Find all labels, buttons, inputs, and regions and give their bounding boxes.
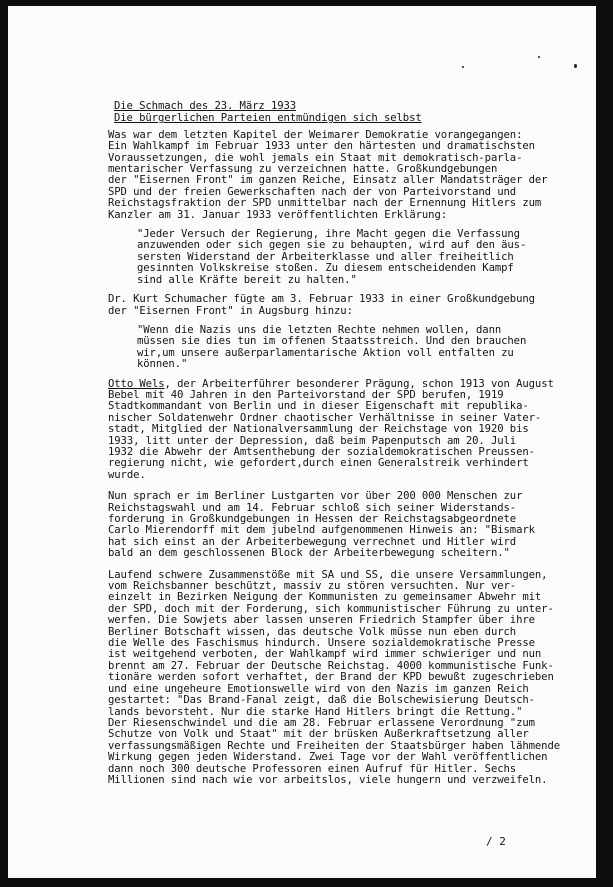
text-line: verfassungsmäßigen Rechte und Freiheiten der Staatsbürger haben lähmende bbox=[108, 739, 561, 752]
text-line: ist weitgehend verboten, der Wahlkampf wird immer schwieriger und nun bbox=[108, 648, 542, 661]
quote-schumacher bbox=[137, 325, 596, 371]
page-number: / 2 bbox=[486, 835, 506, 848]
quote-declaration bbox=[137, 229, 596, 286]
text-line: mentarischer Verfassung zu verzeichnen hatte. Großkundgebungen bbox=[108, 163, 498, 176]
text-line: anzuwenden oder sich gegen sie zu behaupten, wird auf den äus- bbox=[137, 239, 527, 252]
text-line: werfen. Die Sowjets aber lassen unseren Friedrich Stampfer über ihre bbox=[108, 614, 535, 627]
text-line: wurde. bbox=[108, 468, 146, 481]
lustgarten-paragraph bbox=[108, 491, 596, 559]
text-line: hat sich einst an der Arbeiterbewegung verrechnet und Hitler wird bbox=[108, 535, 517, 548]
text-line: Kanzler am 31. Januar 1933 veröffentlichten Erklärung: bbox=[108, 208, 448, 221]
text-line: Reichstagswahl und am 14. Februar schloß sich seiner Widerstands- bbox=[108, 501, 517, 514]
text-line: der "Eisernen Front" im ganzen Reiche, Einsatz aller Mandatsträger der bbox=[108, 174, 548, 187]
text-line: Bebel mit 40 Jahren in den Parteivorstand der SPD berufen, 1919 bbox=[108, 388, 504, 401]
document-title: Die Schmach des 23. März 1933 bbox=[114, 100, 297, 112]
text-line: der "Eisernen Front" in Augsburg hinzu: bbox=[108, 304, 353, 317]
text-line: dann noch 300 deutsche Professoren einen Aufruf für Hitler. Sechs bbox=[108, 762, 517, 775]
text-line: "Wenn die Nazis uns die letzten Rechte nehmen wollen, dann bbox=[137, 323, 502, 336]
text-line: vom Reichsbanner beschützt, massiv zu stören versuchten. Nur ver- bbox=[108, 580, 517, 593]
text-line: lands bevorsteht. Nur die starke Hand Hitlers bringt die Rettung." bbox=[108, 705, 523, 718]
text-line: Ein Wahlkampf im Februar 1933 unter den härtesten und dramatischsten bbox=[108, 140, 535, 153]
text-line: gesinnten Volkskreise stoßen. Zu diesem entscheidenden Kampf bbox=[137, 262, 514, 275]
text-line: wir,um unsere außerparlamentarische Aktion voll entfalten zu bbox=[137, 346, 514, 359]
text-line: 1933, litt unter der Depression, daß beim Papenputsch am 20. Juli bbox=[108, 434, 517, 447]
text-line: Carlo Mierendorff mit dem jubelnd aufgenommenen Hinweis an: "Bismark bbox=[108, 524, 535, 537]
text-line: und eine ungeheure Emotionswelle wird von den Nazis im ganzen Reich bbox=[108, 682, 529, 695]
schumacher-paragraph bbox=[108, 294, 596, 317]
text-line: nischer Soldatenwehr Ordner chaotischer Verhältnisse in seiner Vater- bbox=[108, 411, 542, 424]
wels-name: Otto Wels bbox=[108, 377, 165, 390]
text-line: gestartet: "Das Brand-Fanal zeigt, daß die Bolschewisierung Deutsch- bbox=[108, 694, 535, 707]
text-line: Voraussetzungen, die wohl jemals ein Staat mit demokratisch-parla- bbox=[108, 151, 523, 164]
scan-speck bbox=[462, 66, 464, 68]
document-subtitle: Die bürgerlichen Parteien entmündigen sich selbst bbox=[114, 112, 422, 125]
text-line: Was war dem letzten Kapitel der Weimarer Demokratie vorangegangen: bbox=[108, 128, 523, 141]
text-line: Berliner Botschaft wissen, das deutsche Volk müsse nun eben durch bbox=[108, 625, 517, 638]
text-line: Schutze von Volk und Staat" mit der brüsken Außerkraftsetzung aller bbox=[108, 728, 529, 741]
text-line: der SPD, doch mit der Forderung, sich kommunistischer Führung zu unter- bbox=[108, 602, 554, 615]
final-paragraph bbox=[108, 570, 596, 787]
text-line: Laufend schwere Zusammenstöße mit SA und SS, die unsere Versammlungen, bbox=[108, 568, 548, 581]
scan-speck bbox=[538, 56, 540, 58]
text-line: Der Riesenschwindel und die am 28. Februar erlassene Verordnung "zum bbox=[108, 716, 535, 729]
scan-speck bbox=[574, 64, 577, 68]
text-line: Dr. Kurt Schumacher fügte am 3. Februar 1933 in einer Großkundgebung bbox=[108, 293, 535, 306]
text-line: Wirkung gegen jeden Widerstand. Zwei Tage vor der Wahl veröffentlichen bbox=[108, 751, 548, 764]
text-line: Reichstagsfraktion der SPD unmittelbar nach der Ernennung Hitlers zum bbox=[108, 197, 542, 210]
text-line: sind alle Kräfte bereit zu halten." bbox=[137, 273, 357, 286]
text-line: Millionen sind nach wie vor arbeitslos, viele hungern und verzweifeln. bbox=[108, 773, 548, 786]
text-line: 1932 die Abwehr der Amtsenthebung der sozialdemokratischen Preussen- bbox=[108, 445, 535, 458]
text-line: brennt am 27. Februar der Deutsche Reichstag. 4000 kommunistische Funk- bbox=[108, 659, 554, 672]
text-line-rest: , der Arbeiterführer besonderer Prägung, schon 1913 von August bbox=[164, 377, 554, 390]
text-line: "Jeder Versuch der Regierung, ihre Macht gegen die Verfassung bbox=[137, 228, 520, 241]
text-line: stadt, Mitglied der Nationalversammlung der Reichstage von 1920 bis bbox=[108, 423, 529, 436]
text-line: tionäre werden sofort verhaftet, der Brand der KPD bewußt zugeschrieben bbox=[108, 671, 554, 684]
text-line: müssen sie dies tun im offenen Staatsstreich. Und den brauchen bbox=[137, 335, 527, 348]
text-line: Stadtkommandant von Berlin und in dieser Eigenschaft mit republika- bbox=[108, 400, 529, 413]
document-page bbox=[8, 6, 596, 878]
intro-paragraph bbox=[108, 130, 596, 221]
text-line: Nun sprach er im Berliner Lustgarten vor über 200 000 Menschen zur bbox=[108, 490, 523, 503]
text-line: sersten Widerstand der Arbeiterklasse und aller freiheitlich bbox=[137, 250, 514, 263]
text-line: können." bbox=[137, 358, 188, 371]
text-line: forderung in Großkundgebungen in Hessen der Reichstagsabgeordnete bbox=[108, 513, 517, 525]
wels-paragraph bbox=[108, 379, 596, 482]
text-line: die Welle des Faschismus hindurch. Unsere sozialdemokratische Presse bbox=[108, 637, 535, 650]
text-line: einzelt in Bezirken Neigung der Kommunisten zu gemeinsamer Abwehr mit bbox=[108, 591, 542, 604]
text-line: bald an dem geschlossenen Block der Arbeiterbewegung scheitern." bbox=[108, 547, 510, 560]
text-line: regierung nicht, wie gefordert,durch einen Generalstreik verhindert bbox=[108, 457, 529, 470]
document-body bbox=[108, 101, 596, 786]
text-line: SPD und der freien Gewerkschaften nach der von Parteivorstand und bbox=[108, 185, 517, 198]
